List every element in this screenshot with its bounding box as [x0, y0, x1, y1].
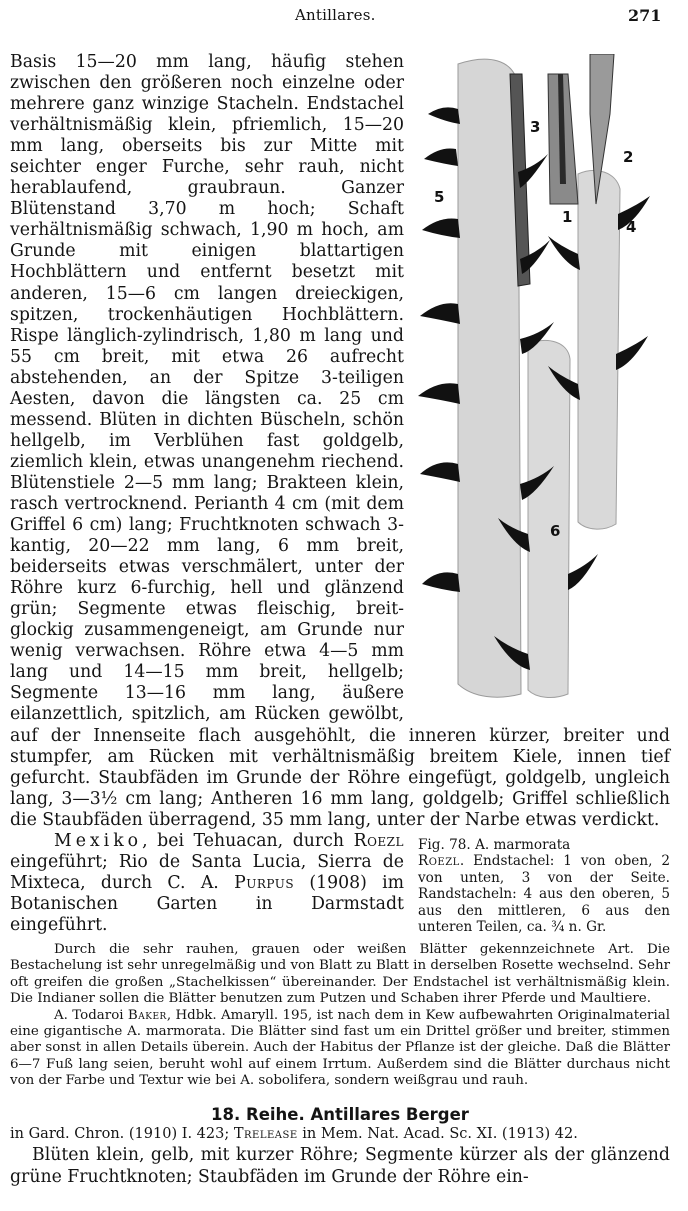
- section-title: 18. Reihe. Antillares Berger: [211, 1104, 469, 1124]
- page-number: 271: [628, 6, 662, 25]
- locality-country: Mexiko: [54, 830, 143, 851]
- collector-roezl: Roezl: [353, 830, 404, 851]
- margin-strip-4: [578, 170, 620, 529]
- note-paragraph-1: Durch die sehr rauhen, grauen oder weißen Blätter gekennzeichnete Art. Die Bestachelung ist sehr unregelmäßig und von Blatt zu Blatt in derselben Rosette wechselnd. Sehr oft greifen die großen „Stachelkissen“ übereinander. Der Endstachel ist verhältnismäßig klein. Die Indianer sollen die Blätter benutzen zum Putzen und Schaben ihrer Pferde und Maultiere.: [10, 941, 670, 1007]
- caption-text: . Endstachel: 1 von oben, 2 von unten, 3 von der Seite. Randstacheln: 4 aus den oberen, 5 aus den mittleren, 6 aus den unteren Teilen, ca. ¾ n. Gr.: [418, 853, 670, 936]
- page-body: [10, 52, 670, 1188]
- locality-paragraph: Mexiko, bei Tehuacan, durch Roezl eingeführt; Rio de Santa Lucia, Sierra de Mixteca, durch C. A. Purpus (1908) im Botanischen Garten in Darmstadt eingeführt.: [10, 830, 404, 935]
- section-body: Blüten klein, gelb, mit kurzer Röhre; Segmente kürzer als der glänzend grüne Fruchtknoten; Staubfäden im Grunde der Röhre ein-: [10, 1144, 670, 1187]
- spine-illustration: [418, 54, 670, 702]
- figure-caption: [418, 837, 670, 936]
- section-reference: in Gard. Chron. (1910) I. 423; Trelease in Mem. Nat. Acad. Sc. XI. (1913) 42.: [10, 1125, 578, 1142]
- figure-label-1: 1: [562, 208, 573, 226]
- caption-author: Roezl: [418, 853, 460, 870]
- reference-author: Trelease: [233, 1125, 298, 1142]
- figure-label-3: 3: [530, 118, 541, 136]
- figure-label-2: 2: [623, 148, 634, 166]
- note-paragraph-2: A. Todaroi Baker, Hdbk. Amaryll. 195, ist nach dem in Kew aufbewahrten Originalmaterial eine gigantische A. marmorata. Die Blätter sind fast um ein Drittel größer und breiter, stimmen aber sonst in allen Details überein. Auch der Habitus der Pflanze ist der gleiche. Daß die Blätter 6—7 Fuß lang seien, beruht wohl auf einem Irrtum. Außerdem sind die Blätter durchaus nicht von der Farbe und Textur wie bei A. sobolifera, sondern weißgrau und rauh.: [10, 1007, 670, 1089]
- figure-label-6: 6: [550, 522, 561, 540]
- margin-strip-6: [528, 340, 570, 697]
- description-paragraph: Basis 15—20 mm lang, häufig stehen zwischen den größeren noch einzelne oder mehrere ganz winzige Stacheln. Endstachel verhältnismäßig klein, pfriemlich, 15—20 mm lang, oberseits bis zur Mitte mit seichter enger Furche, sehr rauh, nicht herablaufend, graubraun. Ganzer Blütenstand 3,70 m hoch; Schaft verhältnismäßig schwach, 1,90 m hoch, am Grunde mit einigen blattartigen Hochblättern und entfernt besetzt mit anderen, 15—6 cm langen dreieckigen, spitzen, trockenhäutigen Hochblättern. Rispe länglich-zylindrisch, 1,80 m lang und 55 cm breit, mit etwa 26 aufrecht abstehenden, an der Spitze 3-teiligen Aesten, davon die längsten ca. 25 cm messend. Blüten in dichten Büscheln, schön hellgelb, im Verblühen fast goldgelb, ziemlich klein, etwas unangenehm riechend. Blütenstiele 2—5 mm lang; Brakteen klein, rasch vertrocknend. Perianth 4 cm (mit dem Griffel 6 cm) lang; Fruchtknoten schwach 3-kantig, 20—22 mm lang, 6 mm breit, beiderseits etwas verschmälert, unter der Röhre kurz 6-furchig, hell und glänzend grün; Segmente etwas fleischig, breit-glockig zusammengeneigt, am Grunde nur wenig verwachsen. Röhre etwa 4—5 mm lang und 14—15 mm breit, hellgelb; Segmente 13—16 mm lang, äußere eilanzettlich, spitzlich, am Rücken gewölbt, auf der Innenseite flach ausgehöhlt, die inneren kürzer, breiter und stumpfer, am Rücken mit verhältnismäßig breitem Kiele, innen tief gefurcht. Staubfäden im Grunde der Röhre eingefügt, goldgelb, ungleich lang, 3—3½ cm lang; Antheren 16 mm lang, goldgelb; Griffel schließlich die Staubfäden überragend, 35 mm lang, unter der Narbe etwas verdickt.: [10, 52, 670, 830]
- figure-label-5: 5: [434, 188, 445, 206]
- figure-78: [418, 54, 670, 702]
- note-author: Baker: [127, 1007, 167, 1023]
- section-antillares: [10, 1104, 670, 1188]
- figure-label-4: 4: [626, 218, 637, 236]
- caption-title: Fig. 78. A. marmorata: [418, 836, 571, 853]
- page-header: [0, 2, 688, 30]
- collector-purpus: Purpus: [234, 872, 295, 893]
- notes: [10, 942, 670, 1090]
- margin-strip-5: [458, 59, 521, 697]
- running-title: Antillares.: [295, 6, 376, 24]
